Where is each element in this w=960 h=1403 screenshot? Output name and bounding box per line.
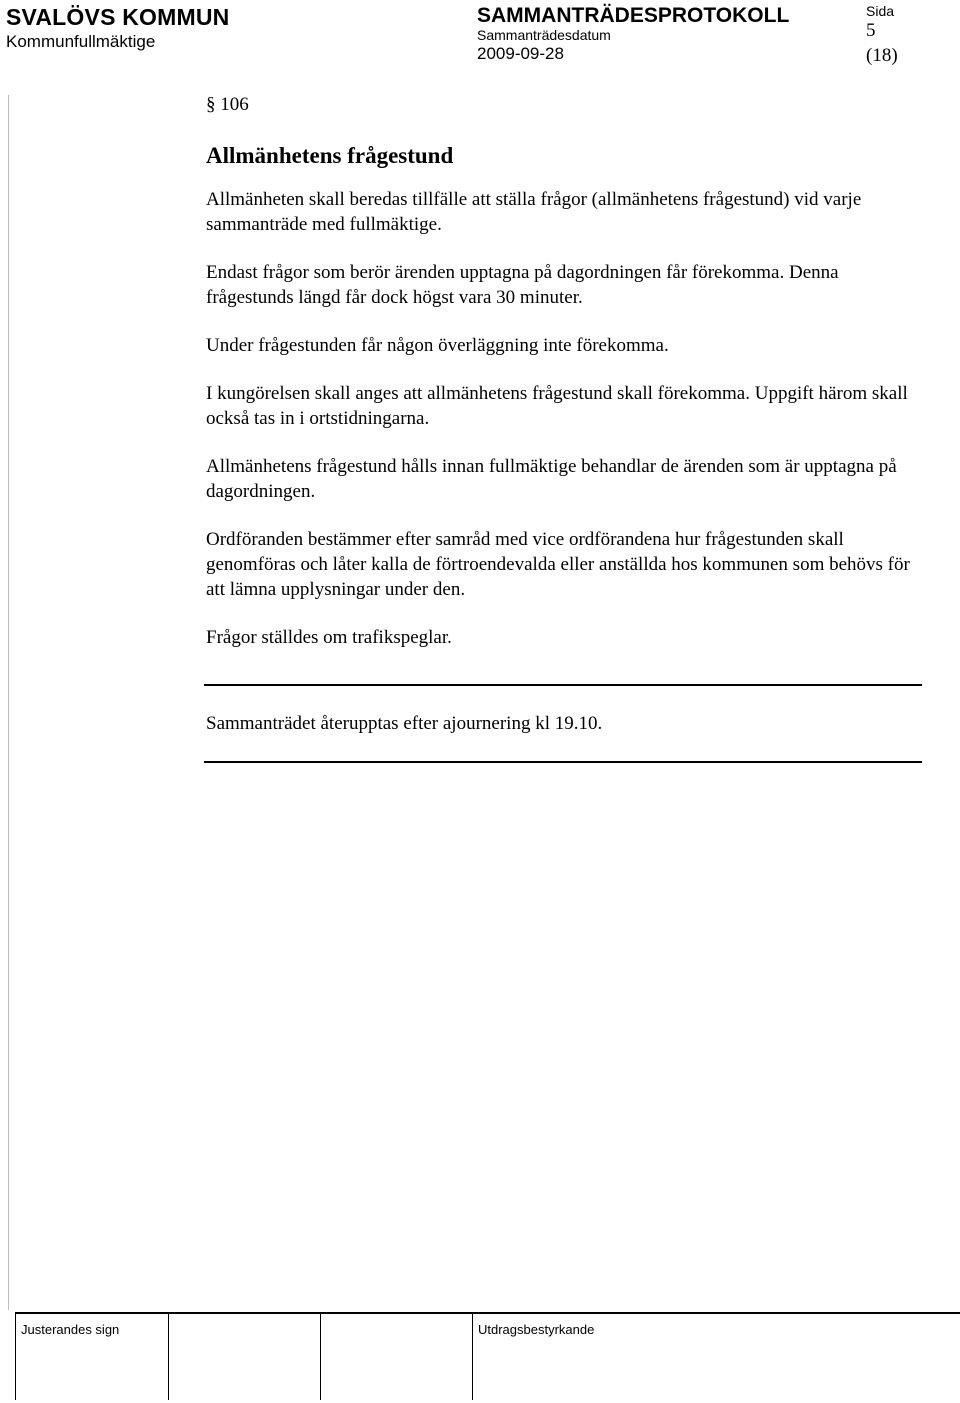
paragraph: Allmänheten skall beredas tillfälle att ställa frågor (allmänhetens frågestund) vid varje sammanträde med fullmäktige.: [206, 189, 862, 235]
section-title: Allmänhetens frågestund: [206, 143, 454, 168]
paragraph: Under frågestunden får någon överläggning inte förekomma.: [206, 335, 669, 356]
left-margin-rule: [8, 95, 9, 1310]
footer-cell-border: [15, 1314, 16, 1400]
paragraph: I kungörelsen skall anges att allmänhetens frågestund skall förekomma. Uppgift härom skall också tas in i ortstidningarna.: [206, 383, 908, 429]
organization-unit: Kommunfullmäktige: [6, 32, 156, 51]
signature-label: Justerandes sign: [21, 1322, 120, 1337]
document-type: SAMMANTRÄDESPROTOKOLL: [477, 4, 790, 27]
paragraph: Frågor ställdes om trafikspeglar.: [206, 627, 452, 648]
page-label: Sida: [866, 3, 895, 19]
paragraph: Endast frågor som berör ärenden upptagna på dagordningen får förekomma. Denna frågestunds längd får dock högst vara 30 minuter.: [206, 262, 839, 308]
section-body: [206, 92, 926, 673]
organization-name: SVALÖVS KOMMUN: [6, 4, 230, 30]
footer-cell-border: [472, 1314, 473, 1400]
meeting-date-label: Sammanträdesdatum: [477, 27, 611, 43]
page-number: 5: [866, 20, 876, 41]
paragraph: Allmänhetens frågestund hålls innan fullmäktige behandlar de ärenden som är upptagna på dagordningen.: [206, 456, 897, 502]
footer-cell-border: [320, 1314, 321, 1400]
adjournment-note: Sammanträdet återupptas efter ajournering kl 19.10.: [206, 713, 603, 734]
paragraph: Ordföranden bestämmer efter samråd med vice ordförandena hur frågestunden skall genomföras och låter kalla de förtroendevalda eller anställda hos kommunen som behövs för att lämna upplysningar under den.: [206, 529, 910, 600]
page-total: (18): [866, 45, 898, 66]
section-divider: [204, 684, 922, 686]
footer-table-top-border: [15, 1312, 960, 1314]
section-number: § 106: [206, 94, 249, 115]
section-divider: [204, 761, 922, 763]
extract-certification-label: Utdragsbestyrkande: [478, 1322, 595, 1337]
footer-cell-border: [168, 1314, 169, 1400]
meeting-date: 2009-09-28: [477, 44, 564, 63]
